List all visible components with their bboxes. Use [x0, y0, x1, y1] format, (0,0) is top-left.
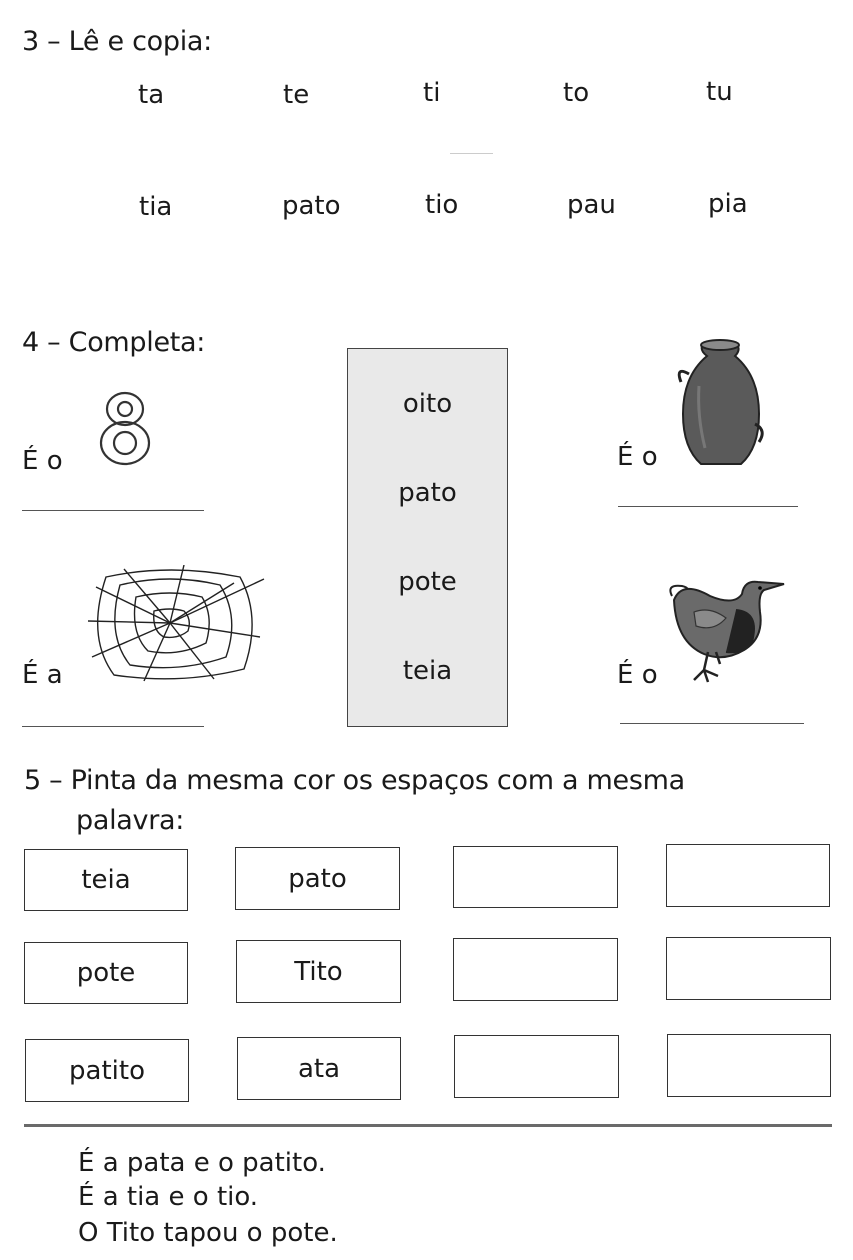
word-cell[interactable]: ata: [237, 1037, 401, 1100]
spider-web-image: [84, 565, 266, 683]
copy-word: pau: [567, 190, 616, 220]
syllable: to: [563, 78, 590, 108]
empty-cell[interactable]: [666, 937, 831, 1000]
faint-mark: [450, 153, 493, 154]
empty-cell[interactable]: [667, 1034, 831, 1097]
word-bank-item: pote: [398, 567, 457, 597]
word-bank-item: teia: [402, 656, 453, 686]
clay-pot-image: [675, 336, 767, 468]
word-bank-item: pato: [398, 478, 457, 508]
duck-image: [664, 572, 788, 684]
answer-line[interactable]: [620, 723, 804, 724]
answer-line[interactable]: [22, 510, 204, 511]
sentence: O Tito tapou o pote.: [78, 1218, 338, 1248]
exercise-4-heading: 4 – Completa:: [22, 327, 206, 358]
exercise-5-heading-cont: palavra:: [76, 805, 185, 836]
word-cell[interactable]: teia: [24, 849, 188, 911]
syllable: ti: [423, 78, 441, 108]
answer-line[interactable]: [22, 726, 204, 727]
sentence: É a pata e o patito.: [78, 1148, 326, 1178]
prefix-text: É o: [617, 442, 658, 472]
syllable: te: [283, 80, 310, 110]
section-divider: [24, 1124, 832, 1127]
copy-word: tia: [139, 192, 173, 222]
empty-cell[interactable]: [666, 844, 830, 907]
empty-cell[interactable]: [453, 938, 618, 1001]
exercise-3-heading: 3 – Lê e copia:: [22, 26, 212, 57]
empty-cell[interactable]: [454, 1035, 619, 1098]
copy-word: pato: [282, 191, 341, 221]
syllable: tu: [706, 77, 733, 107]
syllable: ta: [138, 80, 165, 110]
copy-word: tio: [425, 190, 459, 220]
prefix-text: É o: [22, 446, 63, 476]
number-eight-image: [95, 388, 155, 468]
word-cell[interactable]: pote: [24, 942, 188, 1004]
prefix-text: É o: [617, 660, 658, 690]
answer-line[interactable]: [618, 506, 798, 507]
word-cell[interactable]: Tito: [236, 940, 401, 1003]
empty-cell[interactable]: [453, 846, 618, 908]
word-cell[interactable]: pato: [235, 847, 400, 910]
word-bank-item: oito: [402, 389, 453, 419]
word-cell[interactable]: patito: [25, 1039, 189, 1102]
exercise-5-heading: 5 – Pinta da mesma cor os espaços com a mesma: [24, 765, 685, 796]
prefix-text: É a: [22, 660, 63, 690]
word-bank: [347, 348, 508, 727]
copy-word: pia: [708, 189, 748, 219]
sentence: É a tia e o tio.: [78, 1182, 259, 1212]
